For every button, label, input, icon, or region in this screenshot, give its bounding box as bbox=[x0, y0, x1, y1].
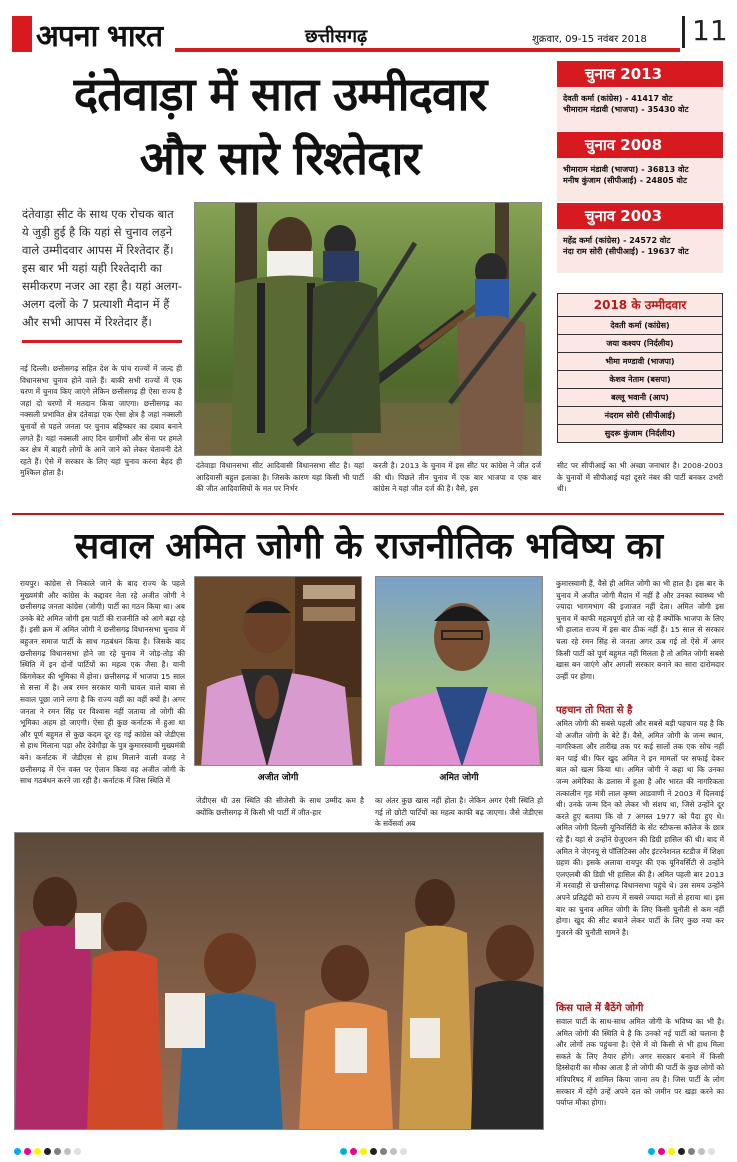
result-2003-line-1: महेंद्र कर्मा (कांग्रेस) - 24572 वोट bbox=[563, 236, 671, 245]
print-registration-dots-left bbox=[14, 1140, 84, 1159]
naxal-photo-illustration bbox=[195, 203, 542, 456]
ajit-jogi-caption: अजीत जोगी bbox=[257, 773, 299, 783]
registration-dot bbox=[360, 1148, 367, 1155]
story2-column-3: का अंतर कुछ खास नहीं होता है। लेकिन अगर ऐसी स्थिति हो गई तो छोटी पार्टियों का महत्व काफी बढ़ जाएगा। जैसे जेडीएस के सर्वेसर्वा अब bbox=[375, 796, 543, 829]
registration-dot bbox=[678, 1148, 685, 1155]
result-2003-title: चुनाव 2003 bbox=[557, 203, 723, 229]
story1-column-3: करती है। 2013 के चुनाव में इस सीट पर कांग्रेस ने जीत दर्ज की थी। पिछले तीन चुनाव में एक बार भाजपा व एक बार कांग्रेस ने यहां जीत दर्ज की है। वैसे, इस bbox=[373, 461, 541, 494]
story2-column-2: जेडीएस थी उस स्थिति की सीजेसी के साथ उम्मीद कम है क्योंकि छत्तीसगढ़ में किसी भी पार्टी में जीत-हार bbox=[196, 796, 364, 817]
candidate-row: भीमा मण्डावी (भाजपा) bbox=[557, 353, 723, 371]
voters-photo bbox=[14, 832, 544, 1130]
story1-headline-line2: और सारे रिश्तेदार bbox=[139, 131, 421, 185]
story2-right-body-2: सवाल पार्टी के साथ-साथ अमित जोगी के भविष्य का भी है। अमित जोगी की स्थिति ये है कि उनको नई पार्टी को चलाना है और लोगों तक पहुंचना है। ऐसे में वो किसी से भी हाथ मिला सकते के लिए तैयार होंगे। अगर सरकार बनाने में किसी हिस्सेदारी का मौका आता है तो जोगी की पार्टी के कुछ लोगों को मंत्रिपरिषद में शामिल किया जाना तय है। जिस पार्टी के लोग सरकार में रहेंगे उन्हें अपने दल को जमीन पर खड़ा करने का पर्याप्त मौका होगा। bbox=[556, 1017, 724, 1108]
masthead-divider bbox=[682, 16, 685, 48]
registration-dot bbox=[44, 1148, 51, 1155]
result-2008-title: चुनाव 2008 bbox=[557, 132, 723, 158]
registration-dot bbox=[340, 1148, 347, 1155]
story2-headline: सवाल अमित जोगी के राजनीतिक भविष्य का bbox=[74, 525, 664, 567]
result-2008-line-1: भीमाराम मंडावी (भाजपा) - 36813 वोट bbox=[563, 165, 689, 174]
amit-jogi-illustration bbox=[376, 577, 543, 766]
registration-dot bbox=[688, 1148, 695, 1155]
registration-dot bbox=[34, 1148, 41, 1155]
result-2013-line-2: भीमाराम मंडावी (भाजपा) - 35430 वोट bbox=[563, 105, 689, 114]
candidates-title: 2018 के उम्मीदवार bbox=[557, 293, 723, 317]
candidate-row: देवती कर्मा (कांग्रेस) bbox=[557, 317, 723, 335]
standfirst-rule bbox=[22, 340, 182, 343]
story1-standfirst: दंतेवाड़ा सीट के साथ एक रोचक बात ये जुड़ी हुई है कि यहां से चुनाव लड़ने वाले उम्मीदवार आपस में रिश्तेदार हैं। इस बार भी यहां यही रिश्तेदारी का समीकरण नजर आ रहा है। यहां अलग-अलग दलों के 7 प्रत्याशी मैदान में हैं और सभी आपस में रिश्तेदार हैं। bbox=[22, 207, 182, 329]
story2-right-intro: कुमारस्वामी हैं, वैसे ही अमित जोगी का भी हाल है। इस बार के चुनाव में अजीत जोगी मैदान में नहीं है और उनका स्वास्थ्य भी ज्यादा भागमभाग की इजाजत नहीं देता। अमित जोगी इस चुनाव में काफी महत्वपूर्ण होते जा रहे हैं क्योंकि भाजपा के लिए भी हालात राज्य में इस बार ठीक नहीं हैं। 15 साल से सरकार चला रहे रमन सिंह से जनता अगर ऊब गई तो ऐसे में अगर किसी पार्टी को पूर्ण बहुमत नहीं मिलता है तो अमित जोगी सबसे खास बन जाएंगे और अगली सरकार बनाने का सारा दारोमदार उन्हीं पर होगा। bbox=[556, 579, 724, 681]
registration-dot bbox=[74, 1148, 81, 1155]
registration-dot bbox=[668, 1148, 675, 1155]
registration-dot bbox=[350, 1148, 357, 1155]
story2-column-1: रायपुर। कांग्रेस से निकाले जाने के बाद राज्य के पहले मुख्यमंत्री और कांग्रेस के कद्दावर नेता रहे अजीत जोगी ने छत्तीसगढ़ जनता कांग्रेस (जोगी) पार्टी का गठन किया था। अब उनके बेटे अमित जोगी इस पार्टी की राजनीति को आगे बढ़ा रहे हैं। इसी क्रम में अमित जोगी ने छत्तीसगढ़ विधानसभा चुनाव में बहुजन समाज पार्टी के साथ गठबंधन किया है। जिसके बाद छत्तीसगढ़ विधानसभा होने जा रहे चुनाव में जोड़-तोड़ की स्थिति में इन दोनों पार्टियों का महत्व एक जैसा है। यानी किंगमेकर की भूमिका में होना। छत्तीसगढ़ में भाजपा 15 साल से सत्ता में है। अब रमन सरकार यानी चावल वाले बाबा से सवाल पूछा जाने लगा है कि राज्य वहीं का वहीं क्यों है। अगर जनता ने रमन सिंह पर विश्वास नहीं जताया तो जोगी की भूमिका अहम हो जाएगी। ऐसा ही कुछ कर्नाटक में हुआ था और पूर्ण बहुमत से कुछ कदम दूर रह गई कांग्रेस को जेडीएस से हाथ मिलाना पड़ा और देवेगौड़ा के पुत्र कुमारस्वामी मुख्यमंत्री बने। कर्नाटक में जेडीएस से हाथ मिलाने वाली वजह ने छत्तीसगढ़ में ऐन वक्त पर ऐलान किया वह अजीत जोगी के साथ गठबंधन करने जा रही है। कर्नाटक में जिस स्थिति में bbox=[20, 579, 185, 786]
print-registration-dots-center bbox=[340, 1140, 410, 1159]
story2-right-body-1: अमित जोगी की सबसे पहली और सबसे बड़ी पहचान यह है कि वो अजीत जोगी के बेटे हैं। वैसे, अमित जोगी के जन्म स्थान, नागरिकता और तारीख तक पर कई सालों तक एक सोच नहीं बन पाई थी। फिर खुद अमित ने इन मामलों पर सफाई देकर बात को खत्म किया था। अमित जोगी ने कहा था कि उनका जन्म अमेरिका के डलास में हुआ है और भारत की नागरिकता तत्कालीन गृह मंत्री लाल कृष्ण आडवाणी ने 2003 में दिलवाई थी। उनके जन्म दिन को लेकर भी संशय था, जिसे उन्होंने दूर करते हुए बताया कि वो 7 अगस्त 1977 को पैदा हुए थे। अमित जोगी दिल्ली यूनिवर्सिटी के सेंट स्टीफन्स कॉलेज के छात्र रहे हैं। यहां से उन्होंने ग्रेजुएशन की डिग्री हासिल की थी। बाद में अमित ने जेएनयू से पॉलिटिक्स और इंटरनेशनल स्टडीज में शिक्षा ग्रहण की। इसके अलावा रायपुर की एक यूनिवर्सिटी से उन्होंने एलएलबी की डिग्री भी हासिल की है। अमित पहली बार 2013 में मरवाही से छत्तीसगढ़ विधानसभा पहुंचे थे। उस समय उन्होंने अपने प्रतिद्वंदी को राज्य में सबसे ज्यादा मतों से हराया था। इस बार का चुनाव अमित जोगी के लिए किसी चुनौती से कम नहीं होगा। खुद की सीट बचाने लेकर पार्टी के लिए कुछ नया कर गुजरने की चुनौती सामने है। bbox=[556, 719, 724, 937]
registration-dot bbox=[400, 1148, 407, 1155]
story2-subhead-2: किस पाले में बैठेंगे जोगी bbox=[556, 1003, 644, 1014]
story2-rule bbox=[12, 513, 724, 515]
registration-dot bbox=[64, 1148, 71, 1155]
issue-date: शुक्रवार, 09-15 नवंबर 2018 bbox=[532, 34, 647, 45]
candidate-row: बल्लू भवानी (आप) bbox=[557, 389, 723, 407]
registration-dot bbox=[658, 1148, 665, 1155]
candidate-row: जया कश्यप (निर्दलीय) bbox=[557, 335, 723, 353]
result-2008-line-2: मनीष कुंजाम (सीपीआई) - 24805 वोट bbox=[563, 176, 687, 185]
voters-photo-illustration bbox=[15, 833, 544, 1130]
story1-headline-line1: दंतेवाड़ा में सात उम्मीदवार bbox=[73, 67, 487, 121]
registration-dot bbox=[698, 1148, 705, 1155]
amit-jogi-photo bbox=[375, 576, 543, 766]
candidate-row: केशव नेताम (बसपा) bbox=[557, 371, 723, 389]
candidate-row: नंदराम सोरी (सीपीआई) bbox=[557, 407, 723, 425]
section-name: छत्तीसगढ़ bbox=[305, 26, 368, 47]
story1-column-1: नई दिल्ली। छत्तीसगढ़ सहित देश के पांच राज्यों में जल्द ही विधानसभा चुनाव होने वाले हैं। बाकी सभी राज्यों में एक चरण में चुनाव किए जाएंगे लेकिन छत्तीसगढ़ ही ऐसा राज्य है जहां दो चरणों में मतदान किया जाएगा। छत्तीसगढ़ का नक्सली प्रभावित क्षेत्र दंतेवाड़ा एक ऐसा क्षेत्र है जहां नक्सली चुनावों से पहले जनता पर चुनाव बहिष्कार का दबाव बनाने लगते हैं। यहां नक्सली आए दिन ग्रामीणों और सेना पर हमले कर क्षेत्र में बाहरी लोगों के आने जाने को लेकर चेतावनी देते रहते हैं। ऐसे में सरकार के लिए यहां चुनाव करना बेहद ही मुश्किल होता है। bbox=[20, 364, 182, 478]
masthead-logo-block bbox=[12, 16, 32, 52]
registration-dot bbox=[380, 1148, 387, 1155]
registration-dot bbox=[370, 1148, 377, 1155]
ajit-jogi-illustration bbox=[195, 577, 362, 766]
story2-subhead-1: पहचान तो पिता से है bbox=[556, 705, 633, 716]
result-2008-body bbox=[557, 158, 723, 202]
result-2003-body bbox=[557, 229, 723, 273]
masthead-logo: अपना भारत bbox=[36, 19, 163, 54]
result-2013-title: चुनाव 2013 bbox=[557, 61, 723, 87]
registration-dot bbox=[14, 1148, 21, 1155]
result-2003-line-2: नंदा राम सोरी (सीपीआई) - 19637 वोट bbox=[563, 247, 689, 256]
story1-column-2: दंतेवाड़ा विधानसभा सीट आदिवासी विधानसभा सीट है। यहां आदिवासी बहुल इलाका है। जिसके कारण यहां किसी भी पार्टी की जीत आदिवासियों के मत पर निर्भर bbox=[196, 461, 364, 494]
candidate-row: सुदरू कुंजाम (निर्दलीय) bbox=[557, 425, 723, 443]
story1-column-4: सीट पर सीपीआई का भी अच्छा जनाधार है। 2008-2003 के चुनावों में सीपीआई यहां दूसरे नंबर की पार्टी बनकर उभरी थी। bbox=[557, 461, 723, 494]
registration-dot bbox=[24, 1148, 31, 1155]
registration-dot bbox=[648, 1148, 655, 1155]
ajit-jogi-photo bbox=[194, 576, 362, 766]
registration-dot bbox=[54, 1148, 61, 1155]
result-2013-body bbox=[557, 87, 723, 131]
naxal-photo bbox=[194, 202, 542, 456]
story1-headline bbox=[10, 62, 550, 190]
masthead-rule bbox=[175, 48, 680, 52]
print-registration-dots-right bbox=[648, 1140, 718, 1159]
registration-dot bbox=[390, 1148, 397, 1155]
page-number: 11 bbox=[692, 14, 728, 47]
registration-dot bbox=[708, 1148, 715, 1155]
amit-jogi-caption: अमित जोगी bbox=[439, 773, 479, 783]
result-2013-line-1: देवती कर्मा (कांग्रेस) - 41417 वोट bbox=[563, 94, 673, 103]
